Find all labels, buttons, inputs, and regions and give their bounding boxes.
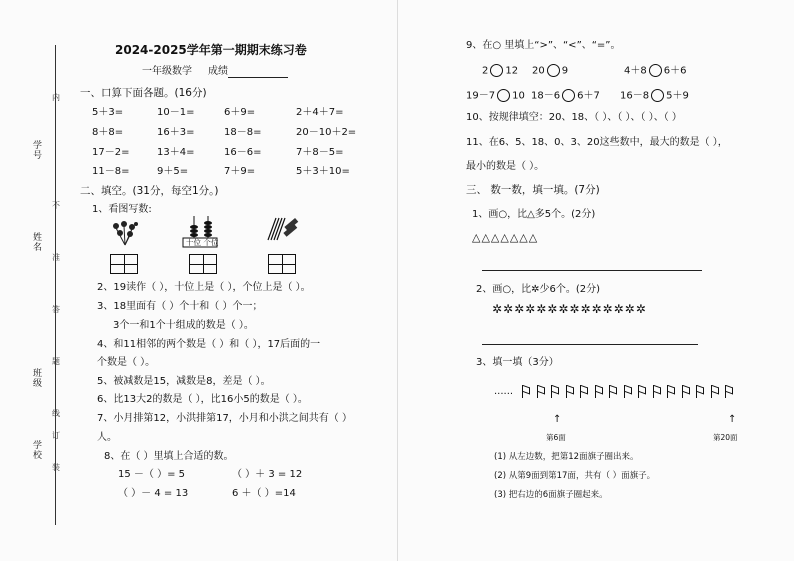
compare-left: 18－6	[531, 90, 561, 102]
score-blank[interactable]	[228, 67, 288, 78]
flag-icon[interactable]	[653, 385, 662, 398]
oral-problem: 11－8=	[92, 166, 130, 177]
oral-problem: 17－2=	[92, 147, 130, 158]
answer-box[interactable]	[268, 254, 296, 274]
question-11a: 11、在6、5、18、0、3、20这些数中，最大的数是（ ），	[466, 137, 728, 148]
oral-problem: 18－8=	[224, 127, 262, 138]
student-number-label: 学号	[31, 140, 41, 160]
flag-icon[interactable]	[682, 385, 691, 398]
binding-char: 订	[52, 431, 60, 440]
compare-left: 20	[532, 65, 545, 77]
answer-box[interactable]	[110, 254, 138, 274]
section-3-title: 三、 数一数，填一填。(7分)	[466, 184, 600, 196]
flag-right-label: 第20面	[713, 433, 738, 442]
binding-char: 准	[52, 253, 60, 262]
oral-problem: 6＋9=	[224, 107, 256, 118]
question-10: 10、按规律填空：20、18、（ ）、（ ）、（ ）、（ ）	[466, 112, 682, 123]
fill-equation: 15 －（ ）= 5	[118, 469, 186, 480]
right-page	[397, 0, 794, 561]
compare-left: 19－7	[466, 90, 496, 102]
arrow-up-icon: ↑	[553, 414, 562, 425]
flag-icon[interactable]	[522, 385, 531, 398]
question-6: 6、比13大2的数是（ ），比16小5的数是（ ）。	[97, 394, 308, 405]
section-2-title: 二、填空。(31分，每空1分。)	[80, 185, 219, 197]
oral-problem: 9＋5=	[157, 166, 189, 177]
flag-left-label: 第6面	[546, 433, 566, 442]
abacus-label: 十位 个位	[186, 238, 219, 247]
compare-circle[interactable]	[490, 64, 503, 77]
section-3-question-2: 2、画○，比✲少6个。(2分)	[476, 284, 600, 295]
question-11b: 最小的数是（ ）。	[466, 161, 545, 172]
flag-icon[interactable]	[537, 385, 546, 398]
oral-problem: 2＋4＋7=	[296, 107, 344, 118]
flag-icon[interactable]	[595, 385, 604, 398]
question-3b: 3个一和1个十组成的数是（ ）。	[113, 320, 254, 331]
flag-icon[interactable]	[711, 385, 720, 398]
binding-char: 线	[52, 409, 60, 418]
sticks-bundle-icon	[264, 216, 300, 242]
subquestion-1: (1) 从左边数，把第12面旗子圈出来。	[494, 452, 639, 462]
compare-row-2	[531, 89, 600, 103]
score-label: 成绩	[208, 66, 288, 78]
subject-label: 一年级数学	[142, 66, 192, 77]
class-label: 班级	[31, 368, 41, 388]
compare-right: 6＋6	[663, 65, 687, 77]
flag-icon[interactable]	[624, 385, 633, 398]
question-7a: 7、小月排第12，小洪排第17，小月和小洪之间共有（ ）	[97, 413, 352, 424]
subquestion-2: (2) 从第9面到第17面，共有（ ）面旗子。	[494, 471, 656, 481]
question-7b: 人。	[97, 432, 117, 443]
oral-problem: 8＋8=	[92, 127, 124, 138]
question-8: 8、在（ ）里填上合适的数。	[104, 451, 234, 462]
binding-line	[55, 45, 56, 525]
triangle-row: △△△△△△△	[472, 231, 539, 244]
compare-circle[interactable]	[562, 89, 575, 102]
binding-char: 题	[52, 357, 60, 366]
answer-box[interactable]	[189, 254, 217, 274]
flag-icon[interactable]	[566, 385, 575, 398]
compare-left: 2	[482, 65, 489, 77]
compare-row-2	[466, 89, 525, 103]
star-row: ✲✲✲✲✲✲✲✲✲✲✲✲✲✲	[492, 302, 647, 316]
oral-problem: 5＋3＋10=	[296, 166, 350, 177]
compare-right: 10	[512, 90, 525, 102]
subquestion-3: (3) 把右边的6面旗子圈起来。	[494, 490, 608, 500]
compare-row-1	[482, 64, 518, 78]
flag-icon[interactable]	[725, 385, 734, 398]
compare-row-2	[620, 89, 689, 103]
section-3-question-3: 3、填一填（3分）	[476, 357, 559, 368]
section-3-question-1: 1、画○，比△多5个。(2分)	[472, 209, 596, 220]
oral-problem: 20－10＋2=	[296, 127, 357, 138]
arrow-up-icon: ↑	[728, 414, 737, 425]
question-9: 9、在○ 里填上“>”、“<”、“=”。	[466, 40, 621, 51]
fill-equation: （ ）＋ 3 = 12	[232, 469, 303, 480]
answer-line[interactable]	[482, 270, 702, 271]
compare-right: 5＋9	[666, 90, 689, 102]
flag-icon[interactable]	[696, 385, 705, 398]
flag-icon[interactable]	[638, 385, 647, 398]
binding-char: 不	[52, 201, 60, 210]
question-4b: 个数是（ ）。	[97, 357, 156, 368]
exam-title: 2024-2025学年第一期期末练习卷	[115, 43, 307, 57]
flag-icon[interactable]	[667, 385, 676, 398]
compare-right: 12	[505, 65, 519, 77]
fill-equation: （ ）－ 4 = 13	[118, 488, 189, 499]
question-2: 2、19读作（ ），十位上是（ ），个位上是（ ）。	[97, 282, 311, 293]
flag-icon[interactable]	[580, 385, 589, 398]
binding-char: 装	[52, 463, 60, 472]
compare-right: 9	[561, 65, 569, 77]
oral-problem: 13＋4=	[157, 147, 195, 158]
oral-problem: 5＋3=	[92, 107, 124, 118]
compare-circle[interactable]	[547, 64, 560, 77]
compare-circle[interactable]	[651, 89, 664, 102]
oral-problem: 16－6=	[224, 147, 262, 158]
flag-icon[interactable]	[609, 385, 618, 398]
binding-strip	[0, 0, 70, 561]
answer-line[interactable]	[482, 344, 698, 345]
question-1: 1、看图写数:	[92, 204, 152, 215]
binding-char: 内	[52, 93, 60, 102]
compare-circle[interactable]	[649, 64, 662, 77]
oral-problem: 7＋9=	[224, 166, 256, 177]
section-1-title: 一、口算下面各题。(16分)	[80, 87, 207, 99]
oral-problem: 7＋8－5=	[296, 147, 344, 158]
compare-circle[interactable]	[497, 89, 510, 102]
compare-left: 4＋8	[624, 65, 647, 77]
leading-dots: ......	[494, 386, 514, 397]
question-3a: 3、18里面有（ ）个十和（ ）个一；	[97, 301, 263, 312]
compare-left: 16－8	[620, 90, 650, 102]
compare-right: 6＋7	[577, 90, 600, 102]
compare-row-1	[624, 64, 686, 78]
compare-row-1	[532, 64, 568, 78]
school-label: 学校	[31, 440, 41, 460]
question-4a: 4、和11相邻的两个数是（ ）和（ ），17后面的一	[97, 339, 321, 350]
binding-char: 答	[52, 305, 60, 314]
fill-equation: 6 ＋（ ）=14	[232, 488, 296, 499]
name-label: 姓名	[31, 232, 41, 252]
oral-problem: 10－1=	[157, 107, 195, 118]
flower-bunch-icon	[110, 220, 140, 246]
flag-icon[interactable]	[551, 385, 560, 398]
question-5: 5、被减数是15，减数是8，差是（ ）。	[97, 376, 271, 387]
oral-problem: 16＋3=	[157, 127, 195, 138]
